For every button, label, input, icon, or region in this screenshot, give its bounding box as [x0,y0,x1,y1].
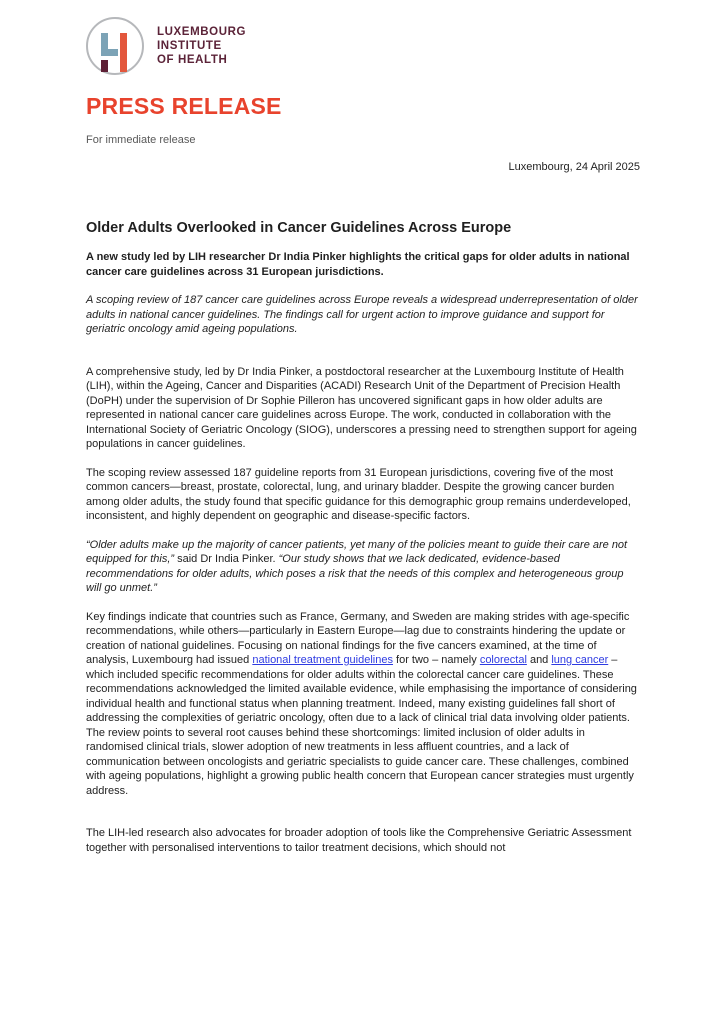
wordmark-line-1: LUXEMBOURG [157,26,247,38]
wordmark-line-3: OF HEALTH [157,54,228,66]
wordmark-line-2: INSTITUTE [157,40,222,52]
dateline: Luxembourg, 24 April 2025 [508,161,640,173]
release-note: For immediate release [86,134,196,146]
lih-logo-icon [86,17,144,75]
text-run: Key findings indicate that countries such as France, Germany, and Sweden are making strides with age-specific recommendations, while others—particularly in Eastern Europe—lag due to constraints hindering the update or creation of national guidelines. Focusing on national findings for the five cancers examined, at the time of analysis, Luxembourg had issued [86,610,630,666]
text-run: – which included specific recommendations for older adults within the colorectal cancer care guidelines. These recommendations acknowledged the limited available evidence, while emphasising the importance of considering individual health and functional status when planning treatment. Indeed, many existing guidelines fall short of addressing the complexities of geriatric oncology, often due to a lack of clinical trial data involving older patients. The review points to several root causes behind these shortcomings: limited inclusion of older adults in randomised clinical trials, slower adoption of new treatments in less affluent countries, and a lack of communication between oncologists and geriatric specialists to guide cancer care. These challenges, combined with ageing populations, highlight a growing public health concern that European cancer strategies must urgently address. [86,654,637,797]
press-release-heading: PRESS RELEASE [86,93,282,119]
text-run: A comprehensive study, led by Dr India Pinker, a postdoctoral researcher at the Luxembourg Institute of Health (LIH), within the Ageing, Cancer and Disparities (ACADI) Research Unit of the Department of Precision Health (DoPH) under the supervision of Dr Sophie Pilleron has uncovered significant gaps in how older adults are represented in national cancer care guidelines across Europe. The work, conducted in collaboration with the International Society of Geriatric Oncology (SIOG), underscores a pressing need to strengthen support for ageing populations in cancer guidelines. [86,365,637,450]
inline-link[interactable]: lung cancer [551,654,609,666]
text-run: said Dr India Pinker. [174,553,279,565]
paragraph [86,293,640,337]
text-run: A scoping review of 187 cancer care guidelines across Europe reveals a widespread underrepresentation of older adults in national cancer guidelines. The findings call for urgent action to improve guidance and support for geriatric oncology amid ageing populations. [86,294,638,335]
article-title: Older Adults Overlooked in Cancer Guidelines Across Europe [86,220,512,236]
article [86,219,640,855]
paragraph [86,538,640,596]
paragraph [86,250,640,279]
inline-link[interactable]: national treatment guidelines [252,654,393,666]
text-run: “Our study shows that we lack dedicated, evidence-based recommendations for older adults, which poses a risk that the needs of this complex and heterogeneous group will go unmet.” [86,553,624,594]
paragraph [86,466,640,524]
article-body [86,250,640,855]
paragraph [86,365,640,452]
text-run: “Older adults make up the majority of cancer patients, yet many of the policies meant to guide their care are not equipped for this,” [86,538,628,565]
paragraph [86,826,640,855]
logo-bar-red [120,33,127,72]
inline-link[interactable]: colorectal [479,654,527,666]
text-run: The scoping review assessed 187 guideline reports from 31 European jurisdictions, covering five of the most common cancers—breast, prostate, colorectal, lung, and urinary bladder. Despite the growing cancer burden among older adults, the study found that specific guidance for this demographic group remains underdeveloped, inconsistent, and highly dependent on geographic and disease-specific factors. [86,466,631,522]
text-run: The LIH-led research also advocates for broader adoption of tools like the Comprehensive Geriatric Assessment together with personalised interventions to tailor treatment decisions, which should not [86,827,632,854]
paragraph [86,610,640,799]
lih-wordmark [157,25,246,67]
text-run: and [526,654,552,666]
logo-bar-blue-horizontal [101,49,118,56]
text-run: A new study led by LIH researcher Dr India Pinker highlights the critical gaps for older adults in national cancer care guidelines across 31 European jurisdictions. [86,251,630,278]
lih-logo [86,15,640,77]
text-run: for two – namely [392,654,480,666]
logo-bar-maroon [101,60,108,72]
